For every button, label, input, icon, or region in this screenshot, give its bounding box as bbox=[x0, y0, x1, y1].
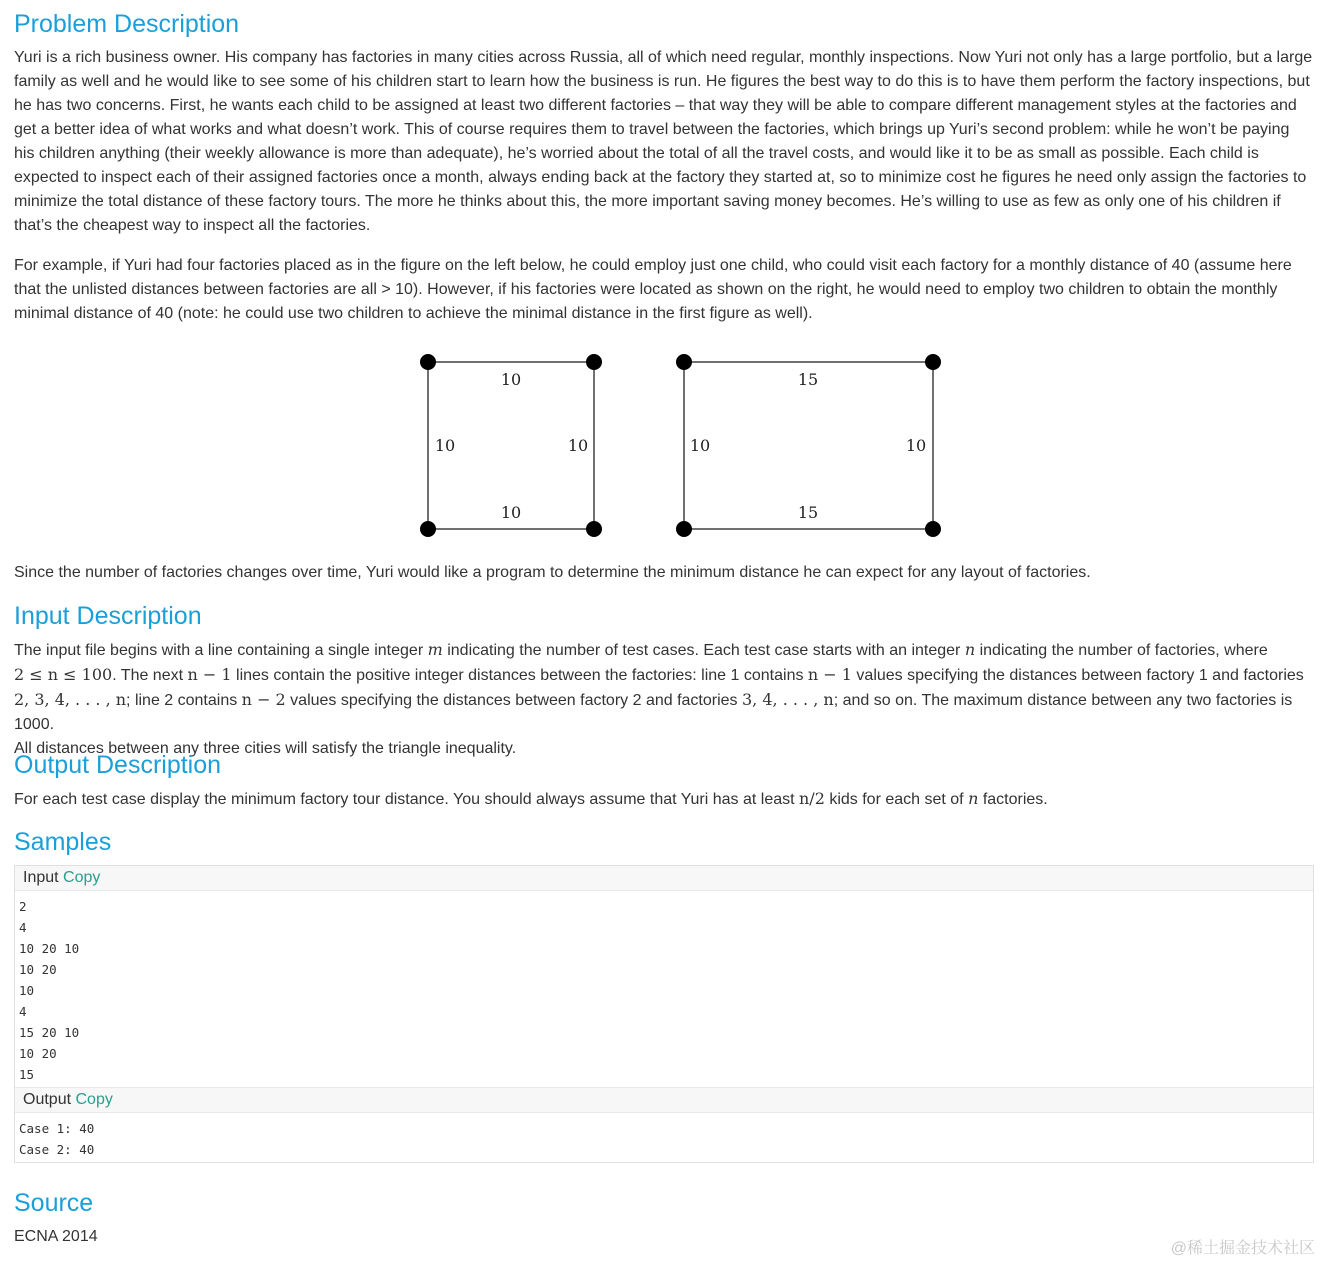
input-text: lines contain the positive integer distances between the factories: line 1 contains bbox=[231, 667, 808, 684]
right-left-label: 10 bbox=[689, 436, 711, 455]
left-left-label: 10 bbox=[434, 436, 456, 455]
math-seq2: 3, 4, . . . , n bbox=[742, 690, 834, 709]
sample-output-header bbox=[15, 1087, 1313, 1113]
output-text: factories. bbox=[978, 791, 1048, 808]
math-n: n bbox=[968, 789, 979, 808]
math-seq1: 2, 3, 4, . . . , n bbox=[14, 690, 127, 709]
factory-node bbox=[586, 354, 602, 370]
output-text: kids for each set of bbox=[824, 791, 969, 808]
right-right-label: 10 bbox=[905, 436, 927, 455]
input-text: ; and so on. The maximum distance between any two factories is 1000. bbox=[14, 692, 1293, 733]
problem-example: For example, if Yuri had four factories placed as in the figure on the left below, he could employ just one child, who could visit each factory for a monthly distance of 40 (assume here that the unlisted distances between factories are all > 10). However, if his factories were located as shown on the right, he would need to employ two children to obtain the monthly minimal distance of 40 (note: he could use two children to achieve the minimal distance in the first figure as well). bbox=[14, 257, 1292, 322]
input-text: values specifying the distances between factory 1 and factories bbox=[851, 667, 1304, 684]
factory-node bbox=[586, 521, 602, 537]
problem-since: Since the number of factories changes over time, Yuri would like a program to determine the minimum distance he can expect for any layout of factories. bbox=[14, 564, 1091, 581]
input-text: ; line 2 contains bbox=[126, 692, 242, 709]
math-n: n bbox=[964, 640, 976, 659]
right-top-label: 15 bbox=[797, 370, 819, 389]
output-heading: Output Description bbox=[14, 751, 222, 779]
math-n-minus-2: n − 2 bbox=[241, 690, 286, 709]
figure-right bbox=[676, 354, 941, 537]
factory-node bbox=[676, 521, 692, 537]
copy-input-button[interactable]: Copy bbox=[63, 869, 101, 886]
sample-input-header bbox=[15, 866, 1313, 891]
math-m: m bbox=[427, 640, 443, 659]
input-text: All distances between any three cities will satisfy the triangle inequality. bbox=[14, 740, 517, 757]
factory-node bbox=[925, 521, 941, 537]
factory-node bbox=[420, 354, 436, 370]
math-n-minus-1: n − 1 bbox=[187, 665, 232, 684]
input-description bbox=[14, 638, 1319, 761]
sample-output-label: Output bbox=[23, 1091, 72, 1108]
input-text: indicating the number of test cases. Each test case starts with an integer bbox=[442, 642, 965, 659]
input-text: The input file begins with a line containing a single integer bbox=[14, 642, 428, 659]
left-right-label: 10 bbox=[567, 436, 589, 455]
output-text: For each test case display the minimum factory tour distance. You should always assume that Yuri has at least bbox=[14, 791, 799, 808]
problem-intro: Yuri is a rich business owner. His company has factories in many cities across Russia, all of which need regular, monthly inspections. Now Yuri not only has a large portfolio, but a large family as well and he would like to see some of his children start to learn how the business is run. He figures the best way to do this is to have them perform the factory inspections, but he has two concerns. First, he wants each child to be assigned at least two different factories – that way they will be able to compare different management styles at the factories and get a better idea of what works and what doesn’t work. This of course requires them to travel between the factories, which brings up Yuri’s second problem: while he won’t be paying his children anything (their weekly allowance is more than adequate), he’s worried about the total of all the travel costs, and would like it to be as small as possible. Each child is expected to inspect each of their assigned factories once a month, always ending back at the factory they started at, so to minimize cost he figures he need only assign the factories to minimize the total distance of these factory tours. The more he thinks about this, the more important saving money becomes. He’s willing to use as few as only one of his children if that’s the cheapest way to inspect all the factories. bbox=[14, 49, 1313, 234]
factory-node bbox=[676, 354, 692, 370]
left-bottom-label: 10 bbox=[500, 503, 522, 522]
source-heading: Source bbox=[14, 1189, 94, 1217]
math-n-minus-1: n − 1 bbox=[807, 665, 852, 684]
factory-node bbox=[420, 521, 436, 537]
right-bottom-label: 15 bbox=[797, 503, 819, 522]
problem-heading: Problem Description bbox=[14, 10, 240, 38]
factory-figure bbox=[400, 345, 960, 545]
input-text: . The next bbox=[112, 667, 188, 684]
samples-heading: Samples bbox=[14, 828, 112, 856]
sample-output-text: Case 1: 40 Case 2: 40 bbox=[19, 1121, 95, 1157]
sample-input-text: 2 4 10 20 10 10 20 10 4 15 20 10 10 20 15 bbox=[19, 899, 80, 1082]
math-n-half: n/2 bbox=[799, 789, 825, 808]
input-heading: Input Description bbox=[14, 602, 202, 630]
copy-output-button[interactable]: Copy bbox=[75, 1091, 113, 1108]
samples-box bbox=[14, 865, 1314, 1163]
input-text: indicating the number of factories, where bbox=[975, 642, 1268, 659]
left-top-label: 10 bbox=[500, 370, 522, 389]
sample-input-label: Input bbox=[23, 869, 59, 886]
watermark-text: @稀土掘金技术社区 bbox=[1170, 1240, 1315, 1257]
math-range: 2 ≤ n ≤ 100 bbox=[14, 665, 113, 684]
source-value: ECNA 2014 bbox=[14, 1228, 98, 1245]
factory-node bbox=[925, 354, 941, 370]
figure-left bbox=[420, 354, 602, 537]
input-text: values specifying the distances between factory 2 and factories bbox=[285, 692, 742, 709]
output-description bbox=[14, 787, 1314, 812]
